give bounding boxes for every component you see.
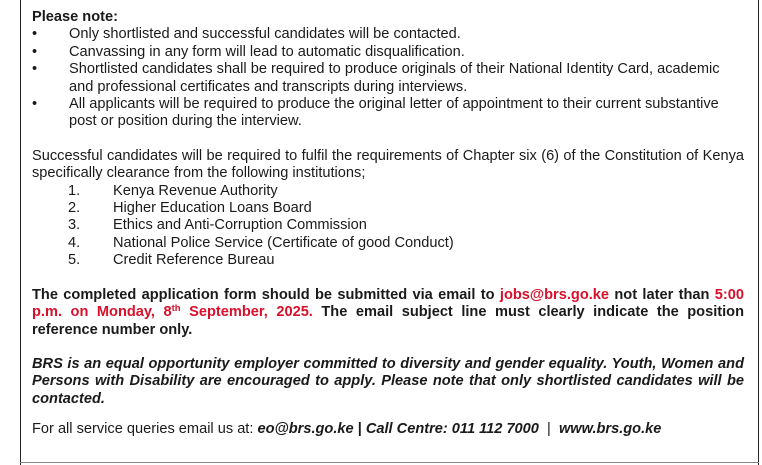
item-number: 5.: [68, 252, 81, 269]
item-number: 3.: [68, 217, 81, 234]
equal-opportunity-statement: BRS is an equal opportunity employer committed to diversity and gender equality. Youth, Women and Persons with Disability are encouraged to apply. Please note that only shortlisted candidates will be contacted.: [32, 355, 744, 407]
submission-instructions: [32, 287, 744, 339]
list-item: [32, 200, 744, 217]
footer-separator: |: [538, 421, 559, 438]
bullet-icon: •: [32, 43, 38, 60]
website-link[interactable]: www.brs.go.ke: [558, 421, 662, 438]
footer-lead: For all service queries email us at:: [32, 421, 258, 438]
call-centre-number: Call Centre: 011 112 7000: [365, 421, 539, 438]
bullet-icon: •: [32, 96, 38, 113]
note-heading: Please note:: [32, 9, 118, 25]
deadline-month: September, 2025.: [180, 304, 313, 321]
list-item: [32, 235, 744, 252]
document-body: [32, 9, 744, 439]
deadline-ordinal: th: [171, 303, 181, 315]
list-item: [32, 96, 744, 131]
bullet-text: All applicants will be required to produce the original letter of appointment to their current substantive post or position during the interview.: [69, 96, 719, 130]
submission-text: The completed application form should be submitted via email to: [32, 286, 500, 303]
bullet-icon: •: [32, 26, 38, 43]
item-number: 4.: [68, 234, 81, 251]
institution-name: Kenya Revenue Authority: [113, 182, 278, 199]
deadline-date: 5:00 p.m. on Monday, 8: [32, 286, 744, 321]
list-item: [32, 252, 744, 269]
list-item: [32, 183, 744, 200]
contact-footer: [32, 421, 744, 438]
institution-name: Higher Education Loans Board: [113, 200, 312, 217]
list-item: [32, 61, 744, 96]
footer-separator: |: [353, 421, 366, 438]
service-email-link[interactable]: eo@brs.go.ke: [257, 421, 354, 438]
list-item: [32, 217, 744, 234]
bullet-icon: •: [32, 61, 38, 78]
bullet-text: Only shortlisted and successful candidates will be contacted.: [69, 26, 461, 43]
submission-text: not later than: [609, 286, 715, 303]
item-number: 2.: [68, 200, 81, 217]
list-item: [32, 26, 744, 43]
application-email-link[interactable]: jobs@brs.go.ke: [499, 286, 610, 303]
institution-name: Ethics and Anti-Corruption Commission: [113, 217, 367, 234]
bottom-divider: [20, 462, 759, 463]
submission-text: The email subject line must clearly indicate the position reference number only.: [32, 304, 744, 338]
institutions-list: [32, 183, 744, 270]
institution-name: Credit Reference Bureau: [113, 252, 275, 269]
institution-name: National Police Service (Certificate of good Conduct): [113, 234, 454, 251]
clearance-intro: Successful candidates will be required to fulfil the requirements of Chapter six (6) of the Constitution of Kenya specifically clearance from the following institutions;: [32, 147, 744, 182]
notes-list: [32, 26, 744, 130]
list-item: [32, 44, 744, 61]
bullet-text: Canvassing in any form will lead to automatic disqualification.: [69, 43, 465, 60]
bullet-text: Shortlisted candidates shall be required to produce originals of their National Identity Card, academic and professional certificates and transcripts during interviews.: [69, 61, 720, 95]
item-number: 1.: [68, 182, 81, 199]
